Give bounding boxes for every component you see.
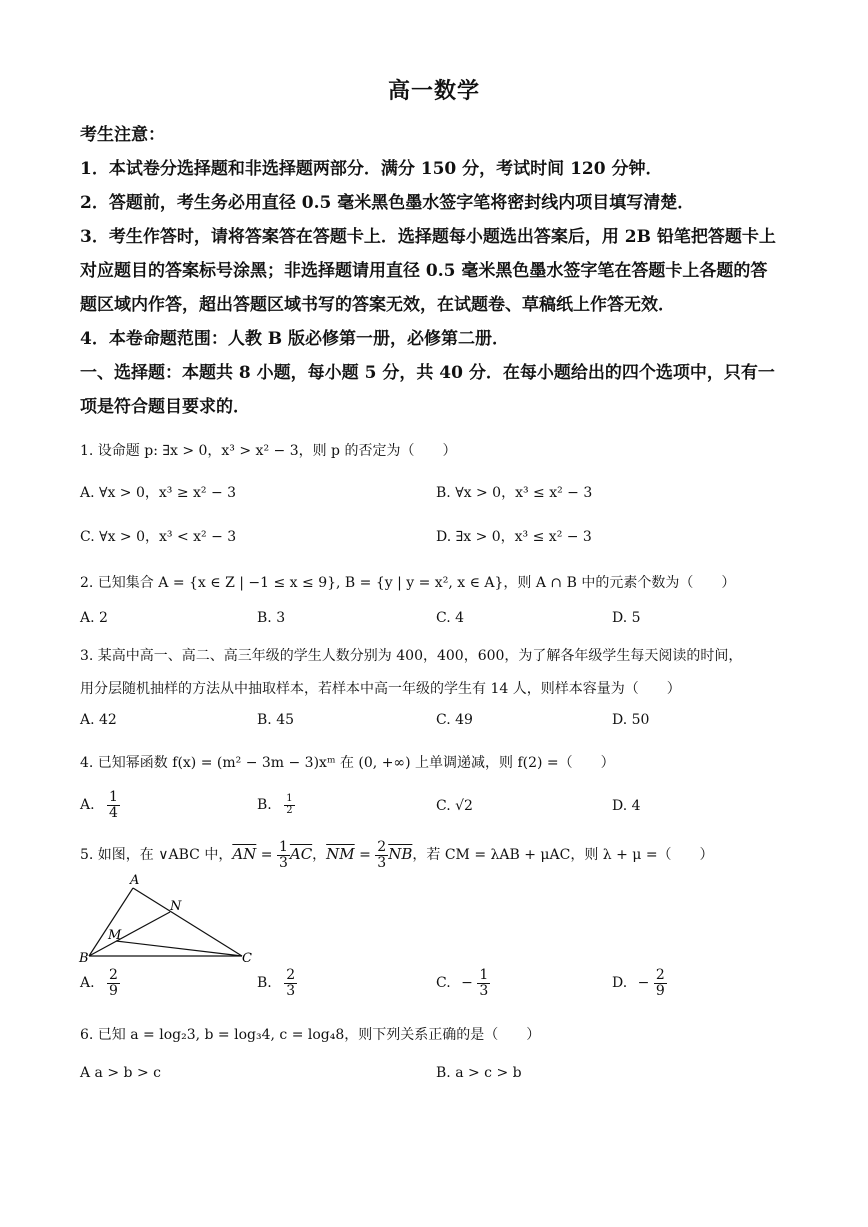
q4-option-a-label: A. (80, 797, 95, 814)
q5-stem-post: ，若 CM = λAB + μAC，则 λ + μ =（ ） (412, 847, 714, 864)
q2-option-d: D. 5 (612, 610, 641, 626)
q5-option-d-label: D. (612, 975, 628, 992)
label-n: N (170, 899, 182, 914)
q5-eq-1: = (256, 847, 277, 864)
q5-b-denominator: 3 (286, 982, 296, 999)
q5-c-denominator: 3 (479, 982, 489, 999)
q2-stem: 2. 已知集合 A = {x ∈ Z | −1 ≤ x ≤ 9}, B = {y | y = x², x ∈ A}，则 A ∩ B 中的元素个数为（ ） (80, 575, 736, 591)
q3-option-a: A. 42 (80, 712, 117, 728)
q5-option-b-label: B. (257, 975, 272, 992)
label-a: A (130, 873, 140, 888)
q4-option-a (80, 790, 120, 820)
q4-option-b (257, 794, 295, 816)
q6-option-b: B. a > c > b (436, 1065, 522, 1081)
q5-option-d (612, 968, 667, 998)
q4-a-denominator: 4 (109, 804, 118, 821)
q5-triangle-figure (76, 872, 266, 968)
q5-fraction-1 (277, 840, 290, 870)
q5-option-d-sign: − (637, 975, 650, 992)
q3-stem-2: 用分层随机抽样的方法从中抽取样本，若样本中高一年级的学生有 14 人，则样本容量为（ ） (80, 681, 681, 697)
q5-b-numerator: 2 (286, 967, 296, 983)
q4-option-b-label: B. (257, 797, 272, 813)
q5-f1-denominator: 3 (278, 854, 288, 871)
q4-option-a-fraction (107, 790, 120, 820)
q2-option-c: C. 4 (436, 610, 465, 626)
q5-option-c-label: C. (436, 975, 451, 992)
q5-a-numerator: 2 (109, 967, 118, 983)
segment-bn (89, 912, 170, 956)
q2-option-a: A. 2 (80, 610, 108, 626)
q5-f2-numerator: 2 (377, 839, 387, 855)
q5-option-c-fraction (477, 968, 490, 998)
q3-stem-1: 3. 某高中高一、高二、高三年级的学生人数分别为 400，400，600，为了解各年级学生每天阅读的时间， (80, 648, 743, 664)
q5-option-b-fraction (284, 968, 297, 998)
q1-option-d: D. ∃x > 0，x³ ≤ x² − 3 (436, 529, 592, 545)
q5-vector-nm: $\overline{NM}$ (326, 845, 355, 864)
label-b: B (79, 951, 89, 966)
q5-option-c-sign: − (461, 975, 473, 992)
notice-line-3a: 3．考生作答时，请将答案答在答题卡上．选择题每小题选出答案后，用 2B 铅笔把答题卡上 (80, 227, 776, 247)
segment-cm (116, 941, 242, 956)
q4-a-numerator: 1 (109, 789, 118, 805)
q4-option-c: C. √2 (436, 798, 473, 814)
exam-title: 高一数学 (387, 78, 480, 104)
notice-line-2: 2．答题前，考生务必用直径 0.5 毫米黑色墨水签字笔将密封线内项目填写清楚． (80, 193, 695, 213)
q5-fraction-2 (375, 840, 388, 870)
q5-a-denominator: 9 (109, 982, 118, 999)
q3-option-c: C. 49 (436, 712, 473, 728)
q5-option-c (436, 968, 490, 998)
q3-option-d: D. 50 (612, 712, 650, 728)
notice-line-4: 4．本卷命题范围：人教 B 版必修第一册，必修第二册． (80, 329, 510, 349)
q4-option-d: D. 4 (612, 798, 641, 814)
q1-option-b: B. ∀x > 0，x³ ≤ x² − 3 (436, 485, 593, 501)
q5-option-a-fraction (107, 968, 120, 998)
q6-stem: 6. 已知 a = log₂3, b = log₃4, c = log₄8，则下列关系正确的是（ ） (80, 1027, 541, 1043)
q4-b-numerator: 1 (286, 793, 293, 804)
q5-vector-ac: $\overline{AC}$ (289, 845, 313, 864)
q5-option-d-fraction (654, 968, 667, 998)
q5-vector-an: $\overline{AN}$ (232, 845, 257, 864)
q5-vector-nb: $\overline{NB}$ (388, 845, 413, 864)
notice-heading: 考生注意： (80, 125, 165, 145)
q5-d-denominator: 9 (655, 982, 665, 999)
q3-option-b: B. 45 (257, 712, 295, 728)
notice-line-3c: 题区域内作答，超出答题区域书写的答案无效，在试题卷、草稿纸上作答无效． (80, 295, 675, 315)
q5-d-numerator: 2 (655, 967, 665, 983)
notice-line-3b: 对应题目的答案标号涂黑；非选择题请用直径 0.5 毫米黑色墨水签字笔在答题卡上各题的答 (80, 261, 768, 281)
label-c: C (242, 951, 252, 966)
section1-line-2: 项是符合题目要求的． (80, 397, 250, 417)
section1-line-1: 一、选择题：本题共 8 小题，每小题 5 分，共 40 分．在每小题给出的四个选项中，只有一 (80, 363, 775, 383)
edge-ac (133, 888, 242, 956)
q5-c-numerator: 1 (479, 967, 489, 983)
q5-sep: ， (312, 847, 327, 864)
q5-option-b (257, 968, 297, 998)
edge-ab (89, 888, 133, 956)
q5-option-a (80, 968, 120, 998)
q6-option-a: A a > b > c (80, 1065, 161, 1081)
q5-option-a-label: A. (80, 975, 95, 992)
q1-option-a: A. ∀x > 0，x³ ≥ x² − 3 (80, 485, 237, 501)
q2-option-b: B. 3 (257, 610, 286, 626)
q4-option-b-fraction (284, 794, 294, 816)
q1-option-c: C. ∀x > 0，x³ < x² − 3 (80, 529, 237, 545)
label-m: M (108, 928, 122, 943)
q1-stem: 1. 设命题 p: ∃x > 0，x³ > x² − 3，则 p 的否定为（ ） (80, 443, 457, 459)
q5-f2-denominator: 3 (377, 854, 387, 871)
q5-stem (80, 840, 804, 870)
q5-stem-pre: 5. 如图，在 ∨ABC 中， (80, 847, 233, 864)
q5-f1-numerator: 1 (278, 839, 288, 855)
q4-stem: 4. 已知幂函数 f(x) = (m² − 3m − 3)xᵐ 在 (0, +∞) 上单调递减，则 f(2) =（ ） (80, 755, 615, 771)
notice-line-1: 1．本试卷分选择题和非选择题两部分．满分 150 分，考试时间 120 分钟． (80, 159, 663, 179)
q5-eq-2: = (354, 847, 376, 864)
q4-b-denominator: 2 (286, 804, 293, 816)
